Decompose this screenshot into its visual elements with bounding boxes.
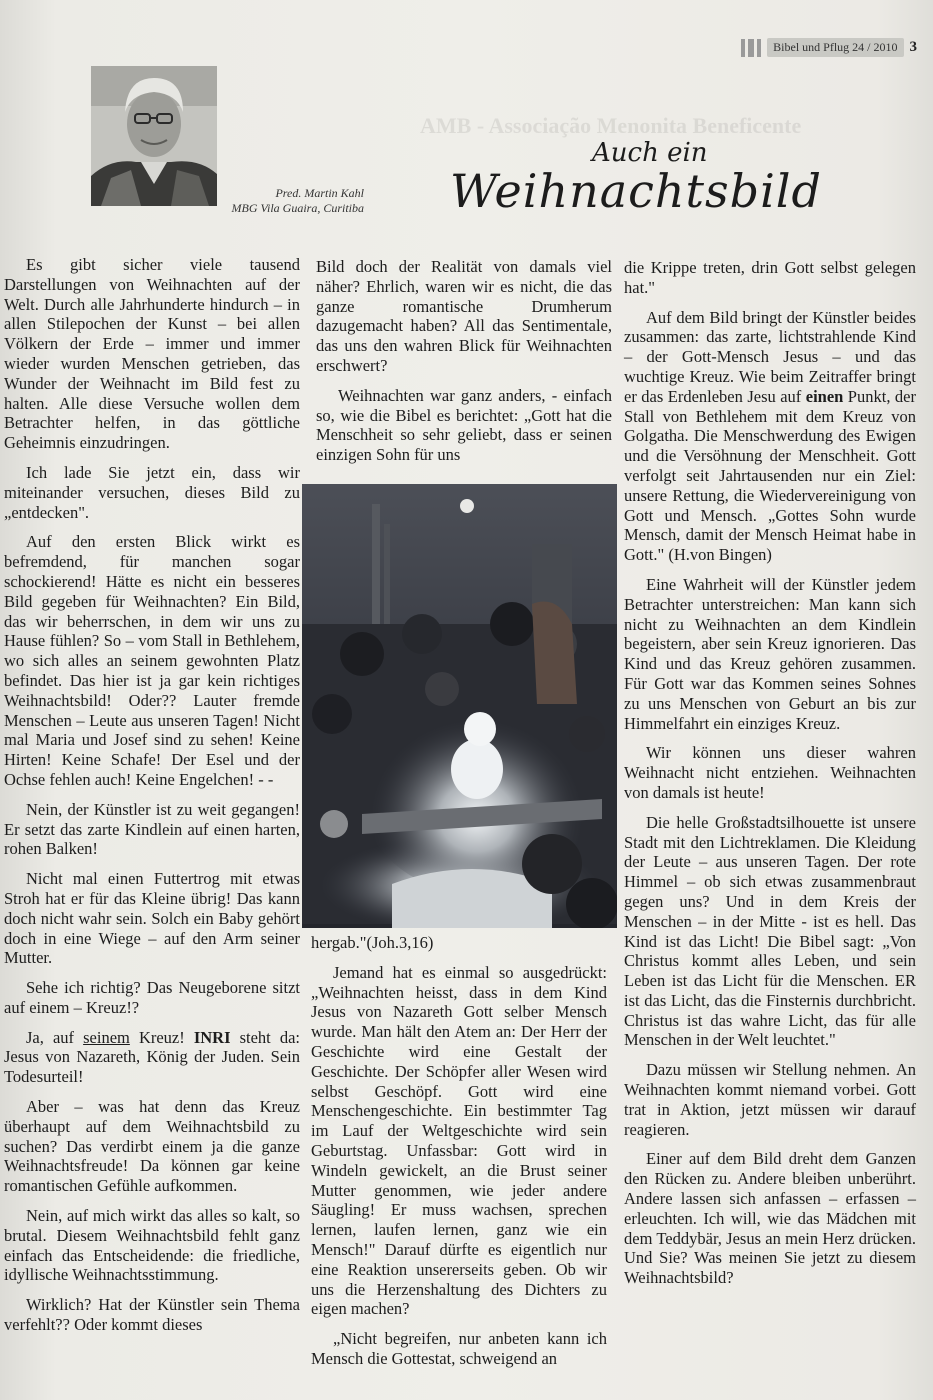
paragraph: Wirklich? Hat der Künstler sein Thema verfehlt?? Oder kommt dieses: [4, 1295, 300, 1335]
paragraph: Einer auf dem Bild dreht dem Ganzen den Rücken zu. Andere bleiben unberührt. Andere lassen sich anfassen – erfassen – erleuchten. Ich will, wie das Mädchen mit dem Teddybär, Jesus an mein Herz drücken. Und Sie? Was meinen Sie jetzt zu diesem Weihnachtsbild?: [624, 1149, 916, 1288]
christmas-painting-image: [302, 484, 617, 928]
author-photo: [91, 66, 217, 206]
paragraph: hergab."(Joh.3,16): [311, 933, 434, 952]
paragraph: Bild doch der Realität von damals viel näher? Ehrlich, waren wir es nicht, die das ganze romantische Drumherum dazugemacht haben? All das Sentimentale, das uns den wahren Blick für Weihnachten erschwert?: [316, 257, 612, 375]
paragraph: Aber – was hat denn das Kreuz überhaupt auf dem Weihnachtsbild zu suchen? Das verdirbt einem ja die ganze Weihnachtsfreude! Da können gar keine romantischen Gefühle aufkommen.: [4, 1097, 300, 1196]
bold-word: einen: [805, 386, 844, 406]
column-1: [4, 255, 300, 1345]
column-3: [624, 258, 916, 1298]
paragraph: Sehe ich richtig? Das Neugeborene sitzt auf einem – Kreuz!?: [4, 978, 300, 1017]
underlined-word: seinem: [83, 1027, 130, 1047]
author-caption: [214, 186, 364, 216]
background-ghost-text: AMB - Associação Menonita Beneficente: [420, 113, 802, 138]
paragraph: Auf den ersten Blick wirkt es befremdend, für manchen sogar schockierend! Hätte es nicht ein besseres Bild gegeben für Weihnachten? Ein Bild, das wir beherrschen, in dem wir uns zu Hause fühlen? So – vom Stall in Bethlehem, wo sich alles an seinem gewohnten Platz befindet. Das hier ist ja gar kein richtiges Weihnachtsbild! Oder?? Lauter fremde Menschen – Leute aus unseren Tagen! Nicht mal Maria und Josef sind zu sehen! Keine Hirten! Keine Schafe! Der Esel und der Ochse fehlen auch! Keine Engelchen! - -: [4, 532, 300, 789]
text-run: Ja, auf: [26, 1027, 84, 1047]
column-2-bottom: [311, 933, 607, 1379]
paragraph: „Nicht begreifen, nur anbeten kann ich Mensch die Gottestat, schweigend an: [311, 1329, 607, 1368]
paragraph: Nein, auf mich wirkt das alles so kalt, so brutal. Diesem Weihnachtsbild fehlt ganz einfach das Entscheidende: die friedliche, idyllische Weihnachtsstimmung.: [4, 1206, 300, 1285]
title-line-2: Weihnachtsbild: [450, 164, 822, 218]
header-bars-decoration: [741, 39, 761, 57]
page-header: [741, 38, 917, 57]
paragraph-inri: [4, 1028, 300, 1087]
paragraph: Es gibt sicher viele tausend Darstellungen von Weihnachten auf der Welt. Durch alle Jahrhunderte hindurch – in allen Stilepochen der Kunst – bei allen Völkern der Erde – immer und immer wieder wurden Menschen getrieben, das Wunder der Weihnacht im Bild fest zu halten. Alle diese Versuche wollen dem Betrachter helfen, in das göttliche Geheimnis einzudringen.: [4, 255, 300, 453]
paragraph-einen: [624, 308, 916, 565]
author-affiliation: MBG Vila Guaira, Curitiba: [231, 201, 364, 215]
bold-word: INRI: [193, 1027, 231, 1047]
paragraph: Ich lade Sie jetzt ein, dass wir miteinander versuchen, dieses Bild zu „entdecken".: [4, 462, 300, 522]
paragraph: Jemand hat es einmal so ausgedrückt: „Weihnachten heisst, dass in dem Kind Jesus von Nazareth Gott selber Mensch wurde. Man hält den Atem an: Der Herr der Geschichte wird eine Gestalt der Geschichte. Der Schöpfer aller Wesen wird selbst Geschöpf. Gott wird eine Menschengeschichte. Ein bestimmter Tag im Lauf der Weltgeschichte wird sein Geburtstag. Unfassbar: Gott wird in Windeln gewickelt, an die Brust seiner Mutter genommen, wie jeder andere Säugling! Er muss wachsen, sprechen lernen, laufen lernen, ganz wie ein Mensch!" Darauf dürfte es eigentlich nur eine Reaktion unsererseits geben. Ob wir uns die Herzenshaltung des Dichters zu eigen machen?: [311, 962, 607, 1319]
paragraph: Nein, der Künstler ist zu weit gegangen! Er setzt das zarte Kindlein auf einen harten, rohen Balken!: [4, 799, 300, 859]
paragraph: Eine Wahrheit will der Künstler jedem Betrachter unterstreichen: Man kann sich nicht zu Weihnachten an dem Kindlein begeistern, aber sein Kreuz ignorieren. Das Kind und das Kreuz gehören zusammen. Für Gott war das Kommen seines Sohnes zu uns Menschen von Geburt an bis zur Himmelfahrt ein einziges Kreuz.: [624, 574, 916, 733]
paragraph: Wir können uns dieser wahren Weihnacht nicht entziehen. Weihnachten von damals ist heute!: [624, 743, 916, 802]
text-run: Auf dem Bild bringt der Künstler beides zusammen: das zarte, lichtstrahlende Kind – der Gott-Mensch Jesus – und das wuchtige Kreuz. Wie beim Zeitraffer bringt er das Erdenleben Jesu auf: [624, 307, 916, 406]
text-run: Punkt, der Stall von Bethlehem mit dem Kreuz von Golgatha. Die Menschwerdung des Ewigen und die Versöhnung der Menschheit. Gott verfolgt seit Jahrtausenden nur ein Ziel: unsere Rettung, die Wiedervereinigung von Gott und Mensch. „Gottes Sohn wurde Mensch, damit der Mensch Heimat habe in Gott." (H.von Bingen): [624, 386, 916, 565]
paragraph: Die helle Großstadtsilhouette ist unsere Stadt mit den Lichtreklamen. Die Kleidung der Leute – aus unseren Tagen. Der rote Himmel – ob sich etwas zusammenbraut gegen uns? Und in dem Kreis der Menschen – in der Mitte - ist es hell. Das Kind ist das Licht! Die Bibel sagt: „Von Christus kommt alles Leben, und sein Leben ist das Licht für die Menschen. ER ist das Licht, das die Finsternis durchbricht. Christus ist das wahre Licht, das für alle Menschen in der Welt leuchtet.": [624, 812, 916, 1050]
paragraph: Weihnachten war ganz anders, - einfach so, wie die Bibel es berichtet: „Gott hat die Menschheit so sehr geliebt, dass er seinen einzigen Sohn für uns: [316, 385, 612, 465]
column-2-top: [316, 257, 612, 475]
paragraph: die Krippe treten, drin Gott selbst gelegen hat.": [624, 258, 916, 297]
paragraph: Nicht mal einen Futtertrog mit etwas Stroh hat er für das Kleine übrig! Das kann doch nicht wahr sein. Solch ein Baby gehört doch in eine Wiege – auf den Arm seiner Mutter.: [4, 869, 300, 968]
text-run: Kreuz!: [129, 1027, 194, 1047]
publication-name: Bibel und Pflug 24 / 2010: [767, 38, 903, 57]
page-number: 3: [909, 39, 917, 55]
text-run: steht da: Jesus von Nazareth, König der Juden. Sein Todesurteil!: [4, 1027, 300, 1087]
author-name: Pred. Martin Kahl: [275, 186, 364, 200]
title-line-1: Auch ein: [592, 138, 708, 168]
paragraph: Dazu müssen wir Stellung nehmen. An Weihnachten kommt niemand vorbei. Gott trat in Aktion, jetzt müssen wir darauf reagieren.: [624, 1060, 916, 1139]
